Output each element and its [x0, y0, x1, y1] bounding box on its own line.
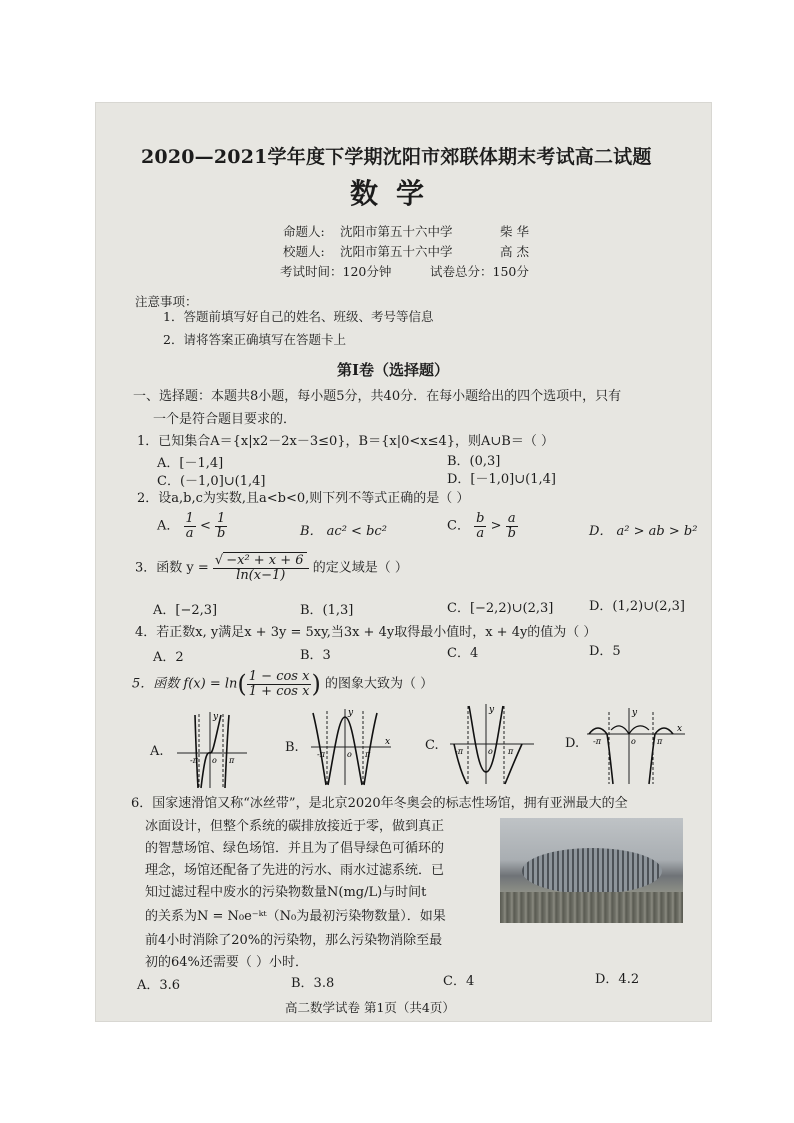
q6-stem-line: 前4小时消除了20%的污染物，那么污染物消除至最: [145, 933, 443, 948]
q6-option-d: D．4.2: [595, 972, 640, 987]
q5-graph-d: [587, 706, 687, 786]
stadium-photo: [500, 818, 683, 923]
q2-option-c: C． $\frac{b}{a}$ > $\frac{a}{b}$: [447, 511, 516, 541]
tick-label: π: [657, 737, 663, 746]
fraction: $\frac{1}{a}$: [185, 511, 194, 541]
setter-school: 沈阳市第五十六中学: [340, 224, 453, 239]
q4-option-a: A．2: [153, 650, 184, 665]
setter-label: 命题人:: [283, 224, 325, 239]
axis-label: y: [489, 705, 495, 715]
exam-score: 试卷总分：150分: [430, 264, 529, 279]
origin-label: o: [631, 737, 636, 746]
q3-option-b: B．(1,3]: [300, 603, 354, 618]
q4-option-d: D．5: [589, 644, 621, 659]
exam-title: 2020—2021学年度下学期沈阳市郊联体期末考试高二试题: [141, 146, 652, 168]
tick-label: π: [365, 750, 371, 759]
origin-label: o: [488, 747, 493, 756]
q5-graph-b: [311, 707, 391, 787]
q4-stem: 4．若正数x, y满足x + 3y = 5xy,当3x + 4y取得最小值时，x + 4y的值为（ ）: [135, 625, 597, 640]
axis-label: y: [213, 712, 219, 722]
q5-stem: 5．函数 f(x) = ln( $\frac{\text{1 − cos x}}{\text{1 + cos x}}$ ) 的图象大致为（ ）: [132, 669, 434, 699]
tick-label: -π: [593, 737, 601, 746]
q1-option-c: C．(－1,0]∪(1,4]: [157, 474, 266, 489]
exam-page: [95, 102, 712, 1022]
section-instruction-cont: 一个是符合题目要求的．: [153, 412, 297, 427]
fraction: $\frac{b}{a}$: [476, 511, 485, 541]
fraction: $\frac{a}{b}$: [507, 511, 516, 541]
fraction: $\frac{\text{1 − cos x}}{\text{1 + cos x}}$: [248, 669, 310, 699]
checker-school: 沈阳市第五十六中学: [340, 244, 453, 259]
q4-option-c: C．4: [447, 646, 479, 661]
axis-label: y: [632, 708, 638, 718]
q5-option-a: A.: [150, 744, 164, 759]
stadium-shape: [522, 848, 662, 894]
q3-option-a: A．[−2,3]: [153, 603, 218, 618]
tick-label: π: [229, 756, 235, 765]
setter-name: 柴 华: [500, 224, 529, 239]
q2-option-b: B． ac² < bc²: [300, 524, 387, 539]
q6-option-a: A．3.6: [137, 978, 181, 993]
tick-label: π: [508, 747, 514, 756]
q2-option-a: A． $\frac{1}{a}$ < $\frac{1}{b}$: [157, 511, 226, 541]
q5-option-d: D.: [565, 736, 580, 751]
q6-stem-line: 理念，场馆还配备了先进的污水、雨水过滤系统．已: [145, 863, 445, 878]
section-instruction: 一、选择题：本题共8小题，每小题5分，共40分．在每小题给出的四个选项中，只有: [133, 389, 622, 404]
q2-option-d: D． a² > ab > b²: [589, 524, 698, 539]
q1-option-d: D．[－1,0]∪(1,4]: [447, 472, 556, 487]
checker-label: 校题人:: [283, 244, 325, 259]
tick-label: -π: [190, 756, 198, 765]
q3-stem: 3．函数 y = $\frac{\text{√ −x² + x + 6}}{\ln(x-1)}$ 的定义域是（ ）: [135, 553, 408, 583]
q5-graph-a: [177, 710, 247, 790]
q3-option-c: C．[−2,2)∪(2,3]: [447, 601, 554, 616]
q1-stem: 1．已知集合A＝{x|x2－2x－3≤0}，B＝{x|0<x≤4}，则A∪B＝（ ）: [137, 434, 554, 449]
q6-stem-line: 初的64%还需要（ ）小时．: [145, 955, 309, 970]
tick-label: -π: [455, 747, 463, 756]
q5-graph-c: [450, 702, 534, 786]
q5-option-c: C.: [425, 738, 439, 753]
q6-stem-line: 的智慧场馆、绿色场馆．并且为了倡导绿色可循环的: [145, 841, 445, 856]
subject-title: 数学: [350, 177, 443, 210]
q6-stem: 6．国家速滑馆又称“冰丝带”，是北京2020年冬奥会的标志性场馆，拥有亚洲最大的全: [131, 796, 628, 811]
notes-title: 注意事项：: [135, 294, 198, 309]
q6-stem-line: 冰面设计，但整个系统的碳排放接近于零，做到真正: [145, 819, 445, 834]
crowd-shape: [500, 892, 683, 923]
exam-time: 考试时间：120分钟: [280, 264, 392, 279]
checker-name: 高 杰: [500, 244, 529, 259]
q6-stem-line: 知过滤过程中废水的污染物数量N(mg/L)与时间t: [145, 885, 427, 900]
axis-label: x: [677, 724, 683, 734]
tick-label: -π: [317, 750, 325, 759]
q6-option-b: B．3.8: [291, 976, 335, 991]
q5-option-b: B.: [285, 740, 299, 755]
q1-option-a: A．[－1,4]: [157, 456, 224, 471]
origin-label: o: [212, 756, 217, 765]
page-footer: 高二数学试卷 第1页（共4页）: [285, 1000, 455, 1015]
note-item: 2．请将答案正确填写在答题卡上: [163, 332, 346, 347]
note-item: 1．答题前填写好自己的姓名、班级、考号等信息: [163, 309, 434, 324]
axis-label: y: [348, 708, 354, 718]
q6-option-c: C．4: [443, 974, 475, 989]
origin-label: o: [347, 750, 352, 759]
q2-stem: 2．设a,b,c为实数,且a<b<0,则下列不等式正确的是（ ）: [137, 491, 470, 506]
axis-label: x: [385, 737, 391, 747]
q3-option-d: D．(1,2)∪(2,3]: [589, 599, 685, 614]
q1-option-b: B．(0,3]: [447, 454, 501, 469]
domain-fraction: $\frac{\text{√ −x² + x + 6}}{\ln(x-1)}$: [213, 554, 309, 582]
q4-option-b: B．3: [300, 648, 331, 663]
part-heading: 第Ⅰ卷（选择题）: [337, 361, 450, 379]
fraction: $\frac{1}{b}$: [217, 511, 226, 541]
q6-stem-line: 的关系为N = N₀e⁻ᵏᵗ（N₀为最初污染物数量）．如果: [145, 909, 446, 924]
